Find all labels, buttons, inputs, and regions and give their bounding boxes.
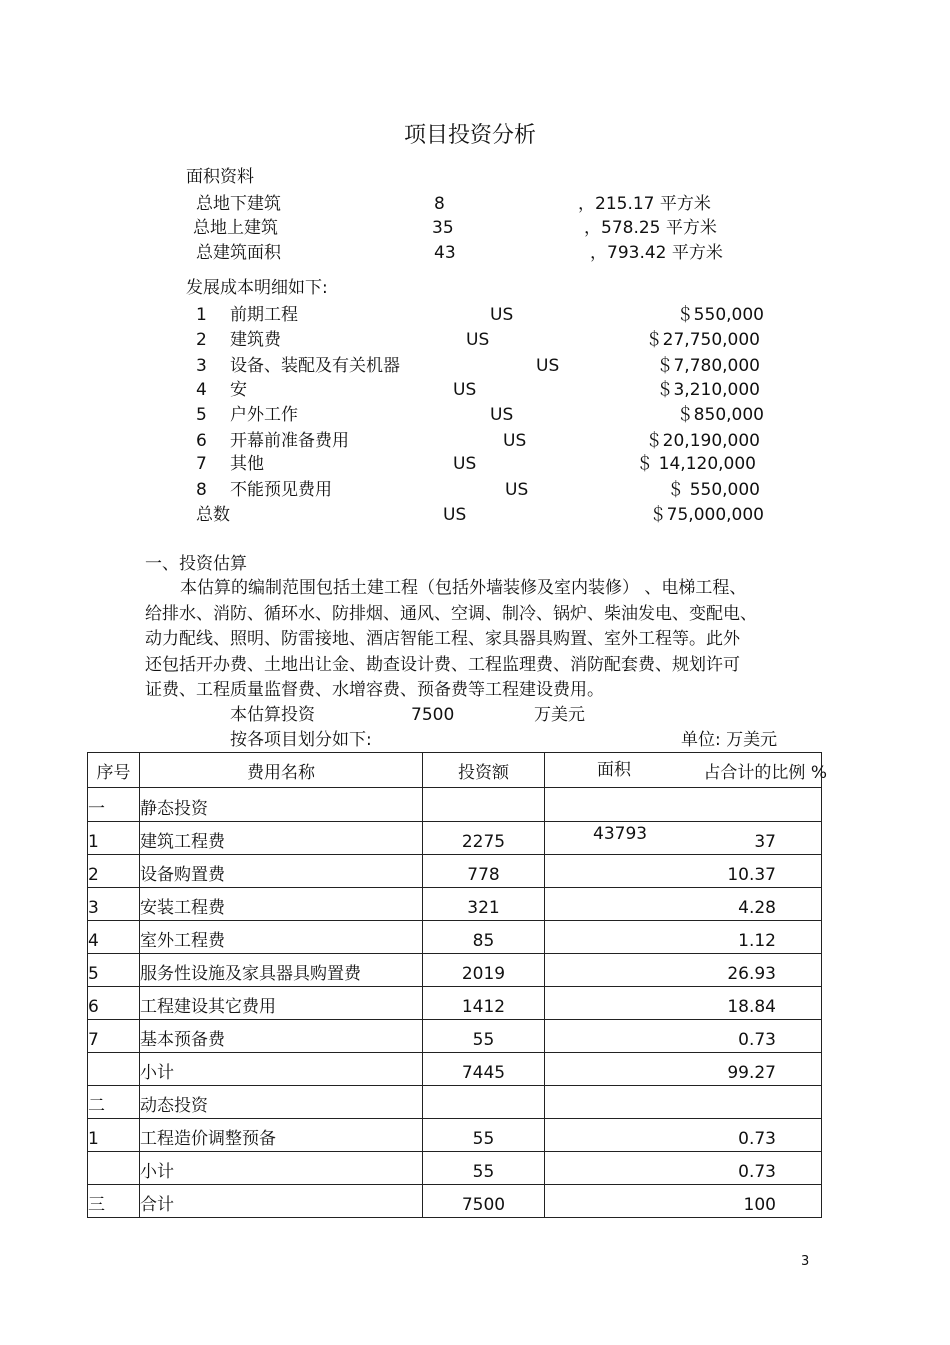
row-ratio: 37 — [754, 832, 776, 852]
page-title: 项目投资分析 — [403, 123, 536, 148]
row-name: 工程造价调整预备 — [140, 1119, 423, 1152]
row-name: 安装工程费 — [140, 888, 423, 921]
header-area: 面积 — [597, 760, 631, 780]
cost-amount: ＄ 550,000 — [667, 480, 760, 500]
area-row-label: 总地上建筑 — [193, 218, 278, 238]
row-ratio: 0.73 — [738, 1030, 776, 1050]
table-row — [88, 1185, 822, 1218]
cost-name: 安 — [230, 380, 247, 400]
cost-no: 2 — [196, 330, 207, 350]
row-amount: 778 — [423, 855, 545, 888]
row-ratio: 4.28 — [738, 898, 776, 918]
row-ratio: 100 — [743, 1195, 776, 1215]
row-name: 静态投资 — [140, 788, 423, 822]
table-row — [88, 1053, 822, 1086]
table-header-row — [88, 753, 822, 788]
invest-unit: 万美元 — [534, 705, 585, 725]
cost-amount: ＄27,750,000 — [645, 330, 760, 350]
cost-name: 户外工作 — [230, 405, 298, 425]
row-seq — [88, 1152, 140, 1185]
row-name: 设备购置费 — [140, 855, 423, 888]
cost-total-label: 总数 — [196, 505, 230, 525]
cost-no: 5 — [196, 405, 207, 425]
table-row — [88, 1119, 822, 1152]
row-seq: 7 — [88, 1020, 140, 1053]
cost-amount: ＄7,780,000 — [656, 356, 760, 376]
row-area-ratio — [545, 1185, 822, 1218]
estimate-paragraph-line: 给排水、消防、循环水、防排烟、通风、空调、制冷、锅炉、柴油发电、变配电、 — [145, 604, 757, 624]
area-row-rest: ，215.17 平方米 — [578, 194, 711, 214]
cost-amount: ＄20,190,000 — [645, 431, 760, 451]
estimate-paragraph-line: 本估算的编制范围包括土建工程（包括外墙装修及室内装修） 、电梯工程、 — [180, 578, 747, 598]
area-row-label: 总建筑面积 — [196, 243, 281, 263]
table-row — [88, 921, 822, 954]
row-area-ratio — [545, 822, 822, 855]
header-amount: 投资额 — [423, 753, 545, 788]
row-name: 基本预备费 — [140, 1020, 423, 1053]
cost-currency: US — [466, 330, 490, 350]
cost-name: 前期工程 — [230, 305, 298, 325]
row-name: 小计 — [140, 1152, 423, 1185]
row-name: 工程建设其它费用 — [140, 987, 423, 1020]
row-name: 合计 — [140, 1185, 423, 1218]
row-seq: 2 — [88, 855, 140, 888]
header-area-ratio — [545, 753, 827, 788]
header-ratio: 占合计的比例 % — [703, 763, 827, 783]
row-ratio: 0.73 — [738, 1162, 776, 1182]
cost-amount: ＄3,210,000 — [656, 380, 760, 400]
table-row — [88, 954, 822, 987]
row-ratio: 99.27 — [727, 1063, 776, 1083]
cost-no: 6 — [196, 431, 207, 451]
cost-name: 设备、装配及有关机器 — [230, 356, 400, 376]
cost-amount: ＄ 14,120,000 — [636, 454, 756, 474]
cost-name: 其他 — [230, 454, 264, 474]
area-row-num: 43 — [434, 243, 456, 263]
row-seq — [88, 1053, 140, 1086]
row-amount: 7500 — [423, 1185, 545, 1218]
row-amount — [423, 788, 545, 822]
cost-no: 4 — [196, 380, 207, 400]
row-seq: 一 — [88, 788, 140, 822]
row-seq: 4 — [88, 921, 140, 954]
table-row — [88, 1152, 822, 1185]
row-amount: 7445 — [423, 1053, 545, 1086]
row-area-ratio — [545, 888, 822, 921]
cost-currency: US — [536, 356, 560, 376]
cost-currency: US — [505, 480, 529, 500]
area-row-num: 35 — [432, 218, 454, 238]
table-row — [88, 822, 822, 855]
table-row — [88, 1086, 822, 1119]
area-row-rest: ，793.42 平方米 — [590, 243, 723, 263]
row-name: 室外工程费 — [140, 921, 423, 954]
cost-no: 7 — [196, 454, 207, 474]
cost-name: 开幕前准备费用 — [230, 431, 349, 451]
row-ratio: 1.12 — [738, 931, 776, 951]
cost-currency: US — [503, 431, 527, 451]
table-row — [88, 1020, 822, 1053]
row-name: 动态投资 — [140, 1086, 423, 1119]
row-ratio: 10.37 — [727, 865, 776, 885]
row-seq: 1 — [88, 822, 140, 855]
row-name: 小计 — [140, 1053, 423, 1086]
page-number: 3 — [801, 1254, 810, 1269]
row-area-ratio — [545, 1053, 822, 1086]
cost-no: 1 — [196, 305, 207, 325]
estimate-paragraph-line: 证费、工程质量监督费、水增容费、预备费等工程建设费用。 — [145, 680, 604, 700]
area-heading: 面积资料 — [186, 167, 254, 187]
cost-total-currency: US — [443, 505, 467, 525]
table-row — [88, 987, 822, 1020]
row-name: 建筑工程费 — [140, 822, 423, 855]
cost-amount: ＄550,000 — [676, 305, 764, 325]
cost-no: 3 — [196, 356, 207, 376]
row-area: 43793 — [593, 824, 648, 844]
cost-heading: 发展成本明细如下: — [186, 278, 328, 298]
unit-label: 单位: 万美元 — [681, 730, 778, 750]
row-amount: 55 — [423, 1020, 545, 1053]
row-name: 服务性设施及家具器具购置费 — [140, 954, 423, 987]
estimate-paragraph-line: 动力配线、照明、防雷接地、酒店智能工程、家具器具购置、室外工程等。此外 — [145, 629, 740, 649]
row-amount: 2019 — [423, 954, 545, 987]
row-seq: 三 — [88, 1185, 140, 1218]
cost-name: 建筑费 — [230, 330, 281, 350]
split-label: 按各项目划分如下: — [230, 730, 372, 750]
row-area-ratio — [545, 1086, 822, 1119]
invest-label: 本估算投资 — [230, 705, 315, 725]
row-amount: 1412 — [423, 987, 545, 1020]
area-row-rest: ，578.25 平方米 — [584, 218, 717, 238]
header-seq: 序号 — [88, 753, 140, 788]
cost-no: 8 — [196, 480, 207, 500]
row-area-ratio — [545, 855, 822, 888]
area-row-label: 总地下建筑 — [196, 194, 281, 214]
row-area-ratio — [545, 788, 822, 822]
row-amount — [423, 1086, 545, 1119]
row-ratio: 0.73 — [738, 1129, 776, 1149]
row-seq: 3 — [88, 888, 140, 921]
row-area-ratio — [545, 921, 822, 954]
table-row — [88, 855, 822, 888]
row-ratio: 26.93 — [727, 964, 776, 984]
cost-total-amount: ＄75,000,000 — [649, 505, 764, 525]
investment-table — [87, 752, 827, 1218]
row-ratio: 18.84 — [727, 997, 776, 1017]
estimate-paragraph-line: 还包括开办费、土地出让金、勘查设计费、工程监理费、消防配套费、规划许可 — [145, 655, 740, 675]
row-area-ratio — [545, 954, 822, 987]
row-seq: 1 — [88, 1119, 140, 1152]
cost-currency: US — [453, 380, 477, 400]
row-seq: 6 — [88, 987, 140, 1020]
row-amount: 2275 — [423, 822, 545, 855]
estimate-heading: 一、投资估算 — [145, 554, 247, 574]
row-area-ratio — [545, 1152, 822, 1185]
row-seq: 二 — [88, 1086, 140, 1119]
header-name: 费用名称 — [140, 753, 423, 788]
table-row — [88, 888, 822, 921]
row-amount: 321 — [423, 888, 545, 921]
area-row-num: 8 — [434, 194, 445, 214]
row-amount: 55 — [423, 1152, 545, 1185]
cost-currency: US — [453, 454, 477, 474]
row-area-ratio — [545, 987, 822, 1020]
table-row — [88, 788, 822, 822]
row-area-ratio — [545, 1119, 822, 1152]
cost-currency: US — [490, 305, 514, 325]
row-amount: 55 — [423, 1119, 545, 1152]
cost-currency: US — [490, 405, 514, 425]
row-amount: 85 — [423, 921, 545, 954]
invest-value: 7500 — [411, 705, 455, 725]
row-area-ratio — [545, 1020, 822, 1053]
row-seq: 5 — [88, 954, 140, 987]
cost-name: 不能预见费用 — [230, 480, 332, 500]
cost-amount: ＄850,000 — [676, 405, 764, 425]
